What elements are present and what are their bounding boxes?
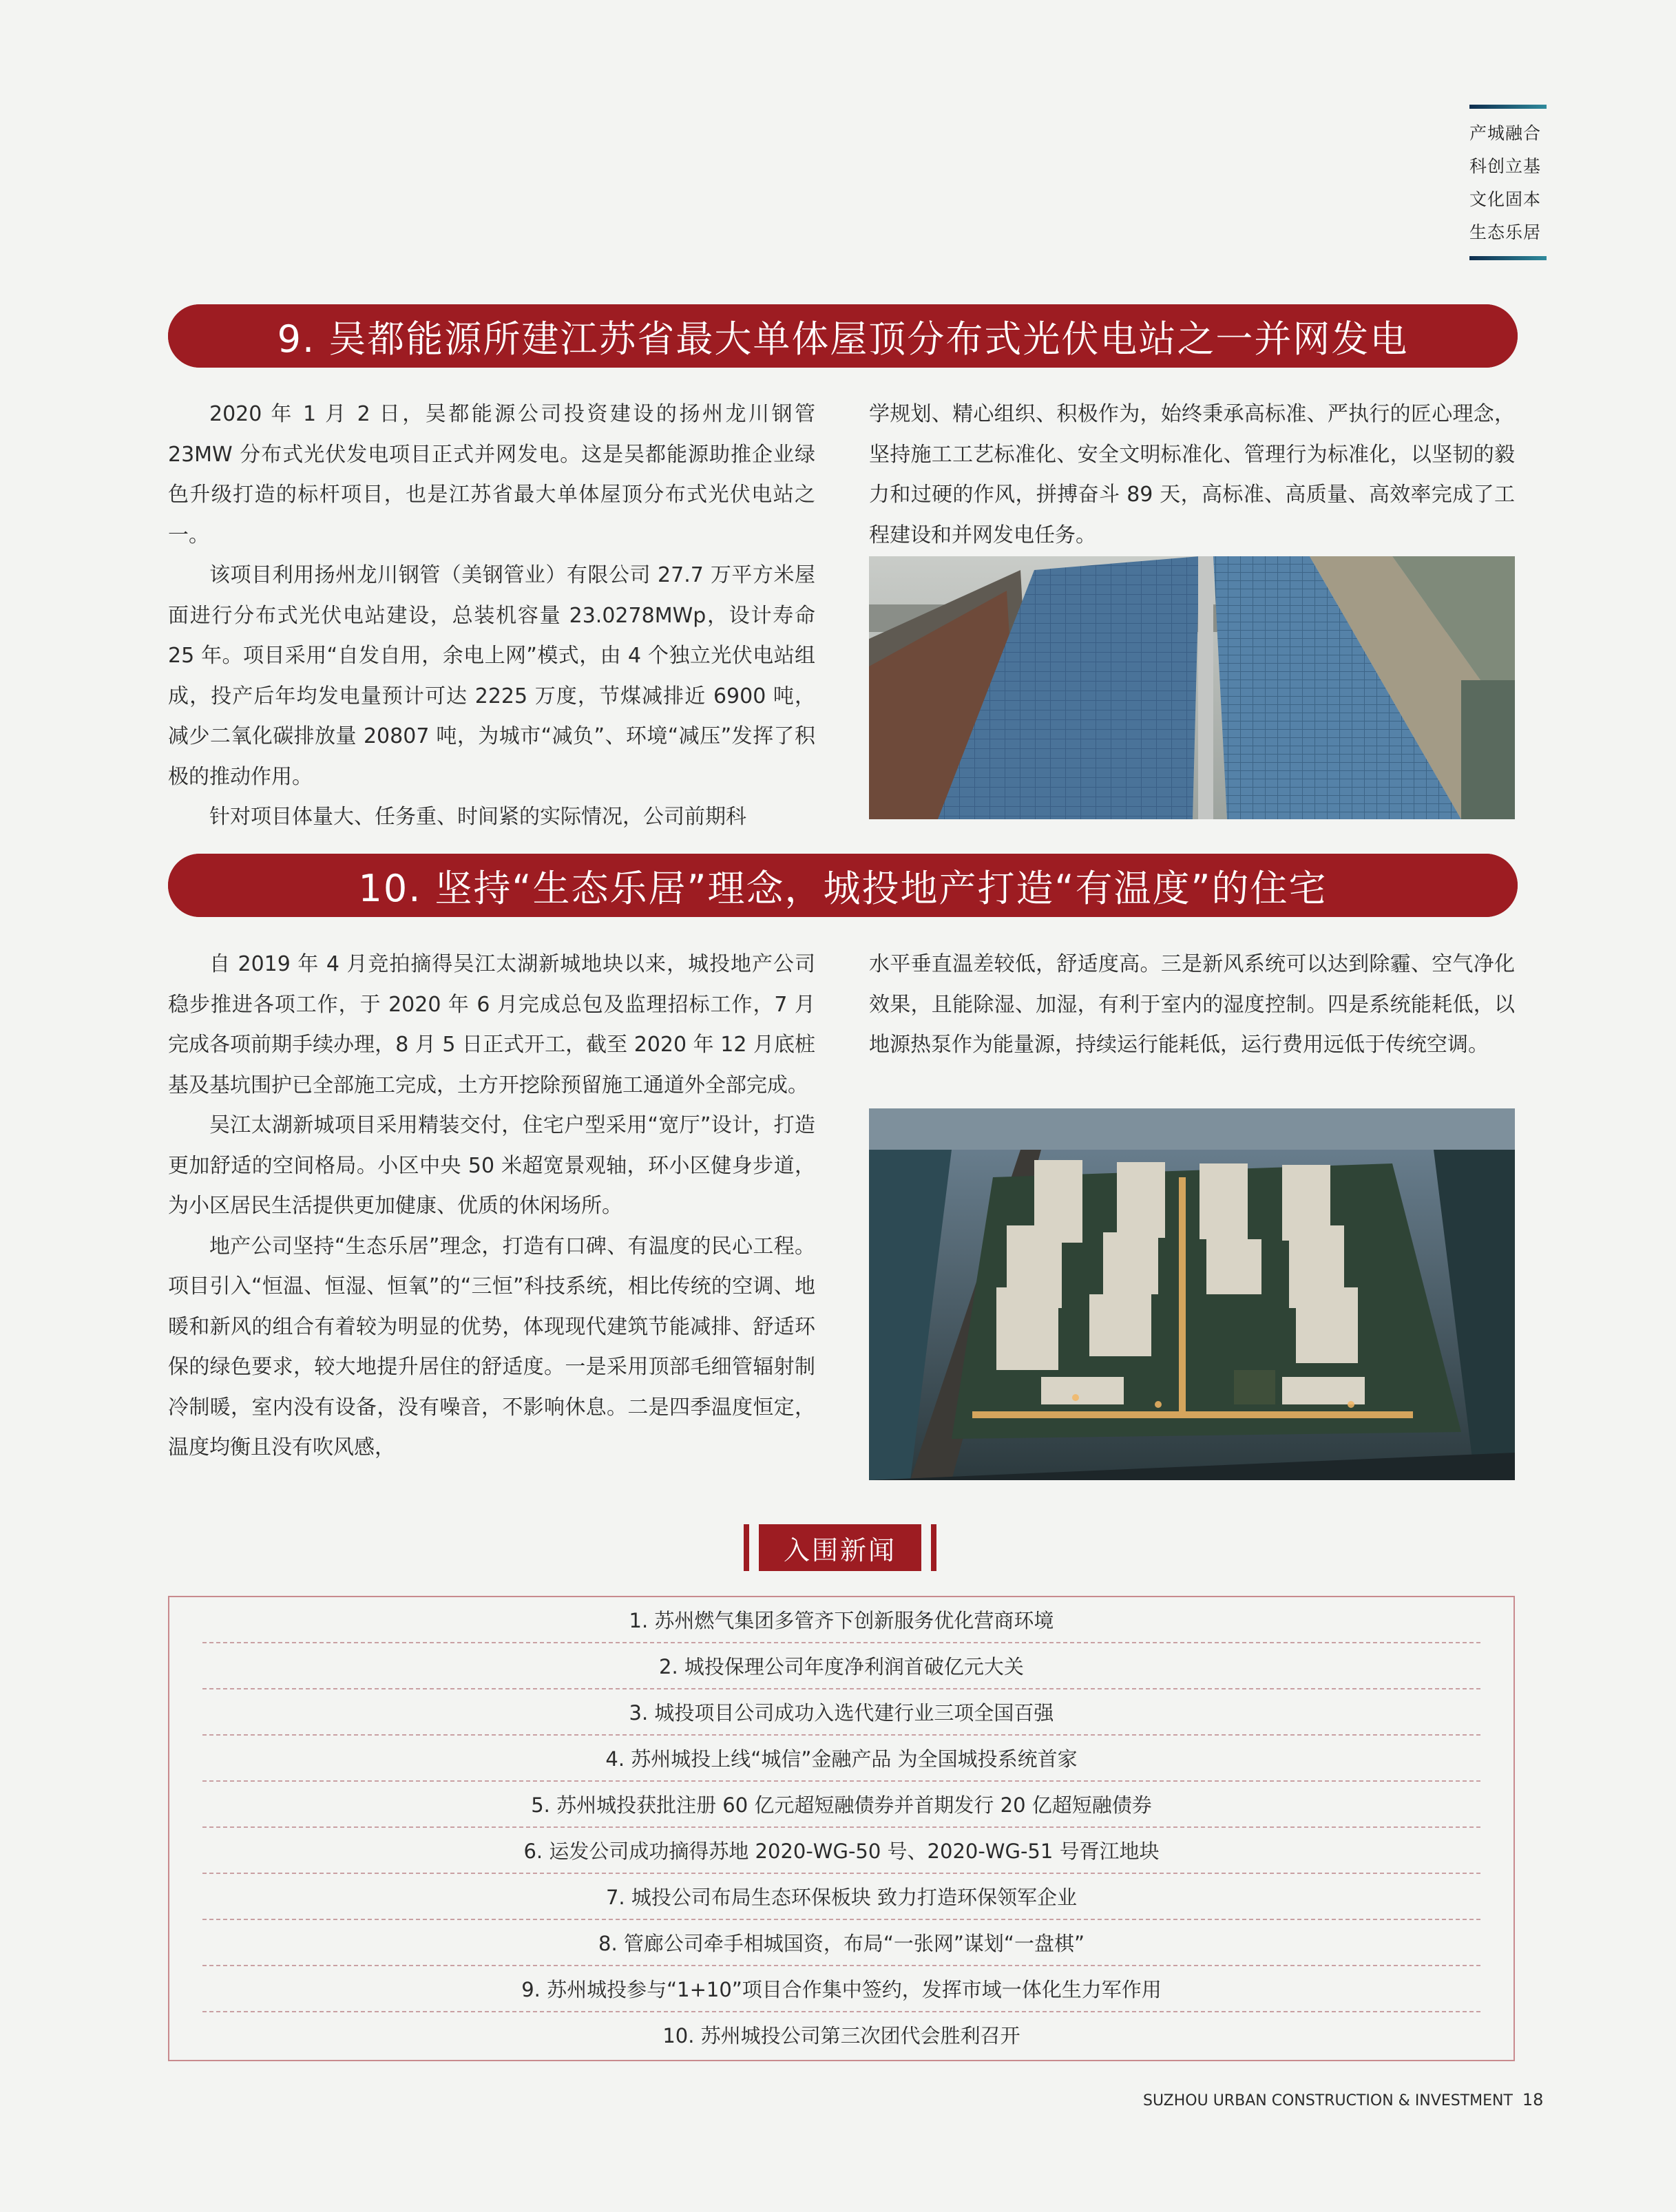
paragraph: 水平垂直温差较低，舒适度高。三是新风系统可以达到除霾、空气净化效果，且能除湿、加湿，有利于室内的湿度控制。四是系统能耗低，以地源热泵作为能量源，持续运行能耗低，运行费用远低于传统空调。 <box>869 952 1515 1057</box>
news-title-right-bar <box>931 1524 936 1571</box>
nav-item: 产城融合 <box>1469 123 1542 143</box>
paragraph: 吴江太湖新城项目采用精装交付，住宅户型采用“宽厅”设计，打造更加舒适的空间格局。小区中央 50 米超宽景观轴，环小区健身步道，为小区居民生活提供更加健康、优质的休闲场所。 <box>168 1113 815 1218</box>
nav-bottom-line <box>1469 256 1547 260</box>
news-item: 5. 苏州城投获批注册 60 亿元超短融债券并首期发行 20 亿超短融债券 <box>202 1782 1480 1828</box>
section-10-header <box>168 854 1518 917</box>
footer-text: SUZHOU URBAN CONSTRUCTION & INVESTMENT <box>1143 2092 1513 2109</box>
section-9-right-column <box>869 394 1515 556</box>
news-item: 1. 苏州燃气集团多管齐下创新服务优化营商环境 <box>202 1597 1480 1643</box>
paragraph: 该项目利用扬州龙川钢管（美钢管业）有限公司 27.7 万平方米屋面进行分布式光伏电站建设，总装机容量 23.0278MWp，设计寿命 25 年。项目采用“自发自用，余电上网”模式，由 4 个独立光伏电站组成，投产后年均发电量预计可达 2225 万度，节煤减排近 6900 吨，减少二氧化碳排放量 20807 吨，为城市“减负”、环境“减压”发挥了积极的推动作用。 <box>168 563 815 789</box>
section-10-title: 10. 坚持“生态乐居”理念，城投地产打造“有温度”的住宅 <box>358 866 1328 910</box>
section-10-right-column <box>869 945 1515 1066</box>
news-list-box <box>168 1596 1515 2061</box>
news-item: 9. 苏州城投参与“1+10”项目合作集中签约，发挥市域一体化生力军作用 <box>202 1966 1480 2012</box>
side-nav <box>1469 105 1547 260</box>
news-item: 7. 城投公司布局生态环保板块 致力打造环保领军企业 <box>202 1874 1480 1920</box>
nav-item: 科创立基 <box>1469 156 1542 176</box>
news-item: 3. 城投项目公司成功入选代建行业三项全国百强 <box>202 1689 1480 1736</box>
section-9-header <box>168 304 1518 368</box>
news-list <box>169 1597 1513 2057</box>
paragraph: 地产公司坚持“生态乐居”理念，打造有口碑、有温度的民心工程。项目引入“恒温、恒湿、恒氧”的“三恒”科技系统，相比传统的空调、地暖和新风的组合有着较为明显的优势，体现现代建筑节能减排、舒适环保的绿色要求，较大地提升居住的舒适度。一是采用顶部毛细管辐射制冷制暖，室内没有设备，没有噪音，不影响休息。二是四季温度恒定，温度均衡且没有吹风感， <box>168 1234 815 1460</box>
paragraph: 自 2019 年 4 月竞拍摘得吴江太湖新城地块以来，城投地产公司稳步推进各项工作，于 2020 年 6 月完成总包及监理招标工作，7 月完成各项前期手续办理，8 月 5 日正式开工，截至 2020 年 12 月底桩基及基坑围护已全部施工完成，土方开挖除预留施工通道外全部完成。 <box>168 952 815 1097</box>
solar-roof-photo <box>869 556 1515 819</box>
news-item: 4. 苏州城投上线“城信”金融产品 为全国城投系统首家 <box>202 1736 1480 1782</box>
page-footer <box>1143 2090 1543 2109</box>
news-item: 6. 运发公司成功摘得苏地 2020-WG-50 号、2020-WG-51 号胥江地块 <box>202 1828 1480 1874</box>
news-item: 8. 管廊公司牵手相城国资，布局“一张网”谋划“一盘棋” <box>202 1920 1480 1966</box>
news-title-left-bar <box>744 1524 749 1571</box>
news-item: 10. 苏州城投公司第三次团代会胜利召开 <box>662 2024 1020 2047</box>
section-9-left-column <box>168 394 815 838</box>
paragraph: 学规划、精心组织、积极作为，始终秉承高标准、严执行的匠心理念，坚持施工工艺标准化、安全文明标准化、管理行为标准化，以坚韧的毅力和过硬的作风，拼搏奋斗 89 天，高标准、高质量、高效率完成了工程建设和并网发电任务。 <box>869 402 1515 547</box>
page-number: 18 <box>1522 2090 1544 2109</box>
paragraph: 针对项目体量大、任务重、时间紧的实际情况，公司前期科 <box>209 805 746 829</box>
nav-item: 文化固本 <box>1469 189 1542 209</box>
news-item: 2. 城投保理公司年度净利润首破亿元大关 <box>202 1643 1480 1689</box>
nav-item: 生态乐居 <box>1469 222 1542 242</box>
residential-aerial-rendering <box>869 1108 1515 1480</box>
section-9-title: 9. 吴都能源所建江苏省最大单体屋顶分布式光伏电站之一并网发电 <box>277 317 1409 361</box>
paragraph: 2020 年 1 月 2 日，吴都能源公司投资建设的扬州龙川钢管 23MW 分布式光伏发电项目正式并网发电。这是吴都能源助推企业绿色升级打造的标杆项目，也是江苏省最大单体屋顶分布式光伏电站之一。 <box>168 402 815 547</box>
news-title: 入围新闻 <box>759 1524 921 1571</box>
section-10-left-column <box>168 945 815 1468</box>
news-title-block <box>744 1524 936 1571</box>
